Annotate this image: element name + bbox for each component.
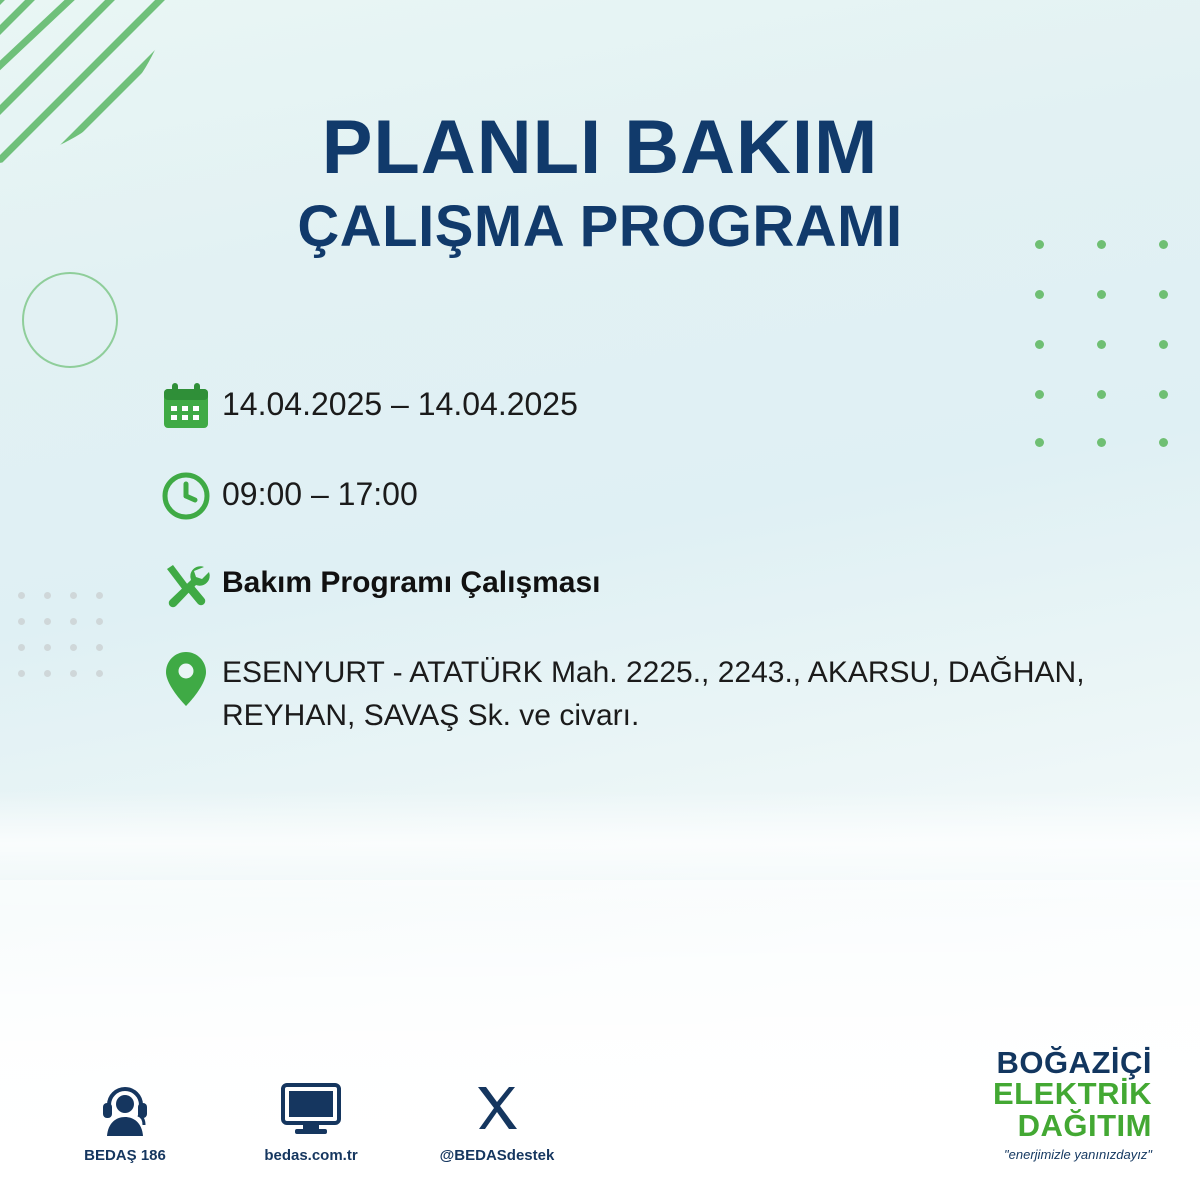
map-pin-icon — [160, 648, 222, 704]
info-row-date — [160, 378, 1120, 434]
calendar-icon — [160, 378, 222, 434]
page-title — [0, 105, 1200, 261]
footer-label-x-social: @BEDASdestek — [439, 1147, 555, 1164]
info-list — [160, 378, 1120, 771]
logo-line-2: ELEKTRİK — [993, 1075, 1152, 1111]
work-label: Bakım Programı Çalışması — [222, 566, 601, 599]
monitor-icon — [279, 1077, 343, 1139]
info-row-location — [160, 648, 1120, 737]
brand-logo — [993, 1044, 1152, 1162]
info-row-work — [160, 558, 1120, 614]
footer-item-call-center[interactable] — [60, 1077, 190, 1164]
footer-contacts — [60, 1077, 562, 1164]
logo-line-3: DAĞITIM — [1017, 1108, 1152, 1144]
clock-icon — [160, 468, 222, 524]
logo-slogan: "enerjimizle yanınızdayız" — [1004, 1147, 1152, 1162]
call-center-agent-icon — [97, 1077, 153, 1139]
footer-item-website[interactable] — [246, 1077, 376, 1164]
time-label: 09:00 – 17:00 — [222, 476, 418, 512]
location-label: ESENYURT - ATATÜRK Mah. 2225., 2243., AKARSU, DAĞHAN, REYHAN, SAVAŞ Sk. ve civarı. — [222, 656, 1085, 732]
date-label: 14.04.2025 – 14.04.2025 — [222, 386, 578, 422]
tools-icon — [160, 558, 222, 614]
footer-item-x-social[interactable] — [432, 1077, 562, 1164]
footer-label-call-center: BEDAŞ 186 — [84, 1147, 166, 1164]
title-line-1: PLANLI BAKIM — [321, 105, 879, 190]
logo-line-1: BOĞAZİÇİ — [996, 1044, 1152, 1080]
title-line-2: ÇALIŞMA PROGRAMI — [297, 194, 903, 259]
info-row-time — [160, 468, 1120, 524]
dot-grid-left — [18, 592, 118, 697]
circle-decoration — [22, 272, 118, 368]
x-social-icon — [471, 1077, 523, 1139]
footer-label-website: bedas.com.tr — [264, 1147, 358, 1164]
